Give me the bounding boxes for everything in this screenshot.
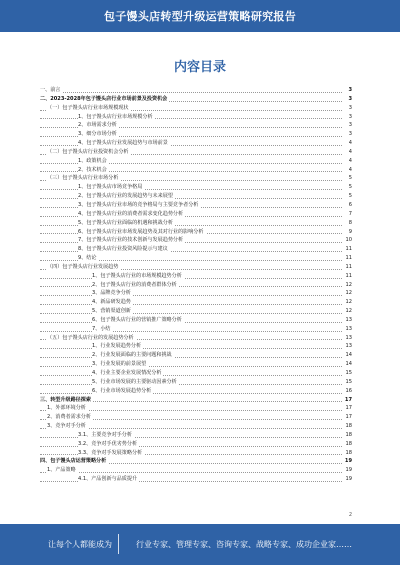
toc-entry-label: （四）包子馒头店行业发展趋势 (47, 263, 119, 270)
toc-entry-label: 3、包子馒头店行业市场的竞争格局与主要竞争者分析 (78, 201, 199, 208)
toc-entry[interactable] (40, 95, 352, 104)
toc-entry-page: 3 (348, 95, 352, 102)
toc-entry-page: 17 (344, 396, 352, 403)
toc-entry-label: 8、包子馒头店行业投资风险提示与建议 (78, 246, 168, 253)
toc-leader (40, 393, 342, 394)
footer-divider (118, 534, 119, 554)
toc-entry-page: 18 (345, 423, 352, 430)
toc-entry-page: 6 (348, 201, 352, 208)
toc-entry[interactable] (40, 166, 352, 175)
toc-entry[interactable] (40, 86, 352, 95)
toc-entry-label: 7、小结 (92, 325, 111, 332)
toc-entry[interactable] (40, 396, 352, 405)
toc-entry-label: 4、包子馒头店行业发展趋势与市场前景 (78, 140, 168, 147)
toc-entry[interactable] (40, 228, 352, 237)
toc-entry-page: 13 (345, 343, 352, 350)
toc-entry[interactable] (40, 431, 352, 440)
toc-entry-label: 一、前言 (40, 87, 61, 93)
toc-entry-page: 9 (348, 228, 352, 235)
toc-entry-label: 4、新品研发趋势 (92, 299, 131, 306)
toc-entry[interactable] (40, 113, 352, 122)
toc-entry-page: 15 (345, 370, 352, 376)
toc-entry[interactable] (40, 387, 352, 396)
toc-entry-page: 7 (348, 210, 352, 217)
toc-entry-page: 3 (348, 122, 352, 129)
toc-leader (40, 366, 342, 367)
toc-entry-page: 19 (345, 476, 352, 483)
table-of-contents (40, 86, 352, 484)
toc-entry-label: 7、包子馒头店行业的技术创新与发展趋势分析 (78, 237, 184, 244)
footer-slogan-left: 让每个人都能成为 (48, 540, 112, 549)
toc-entry[interactable] (40, 263, 352, 272)
toc-entry[interactable] (40, 210, 352, 219)
toc-entry-page: 12 (345, 290, 352, 297)
toc-entry[interactable] (40, 139, 352, 148)
toc-entry-label: 3、品牌竞争分析 (92, 290, 131, 297)
toc-leader (40, 295, 342, 296)
toc-entry-page: 11 (345, 255, 352, 262)
toc-entry-page: 14 (345, 361, 352, 368)
toc-entry-page: 10 (345, 237, 352, 244)
toc-entry-label: 3、行业发展的前景展望 (92, 361, 147, 368)
toc-entry-label: 5、行业市场发展的主要驱动因素分析 (92, 378, 177, 385)
toc-entry-label: 1、包子馒头店行业市场规模分析 (78, 113, 153, 120)
page-number: 2 (348, 512, 352, 518)
toc-leader (40, 384, 342, 385)
toc-entry-label: 4、包子馒头店行业的消费者需求变化趋势分析 (78, 210, 184, 217)
toc-entry[interactable] (40, 192, 352, 201)
toc-entry-label: 1、行业发展趋势分析 (92, 343, 142, 350)
toc-entry-page: 13 (345, 334, 352, 341)
toc-entry[interactable] (40, 413, 352, 422)
toc-entry-page: 3 (348, 104, 352, 111)
toc-entry-label: 3、竞争对手分析 (47, 423, 86, 430)
toc-entry[interactable] (40, 174, 352, 183)
toc-entry[interactable] (40, 130, 352, 139)
toc-entry-page: 15 (345, 378, 352, 385)
toc-entry-page: 3 (348, 131, 352, 138)
toc-leader (40, 375, 342, 376)
toc-entry-label: 5、营销渠道创新 (92, 308, 131, 315)
toc-entry-label: 1、包子馒头店市场竞争格局 (78, 184, 143, 191)
toc-entry-label: 3、细分市场分析 (78, 131, 117, 138)
header-bar (0, 0, 400, 32)
toc-leader (40, 357, 342, 358)
toc-leader (40, 278, 342, 279)
toc-entry-page: 5 (348, 175, 352, 182)
report-title: 包子馒头店转型升级运营策略研究报告 (103, 10, 297, 23)
toc-entry-label: 三、转型升级路径探索 (40, 396, 91, 403)
toc-entry-page: 3 (348, 113, 352, 120)
toc-entry-label: 1、产品策略 (47, 467, 76, 474)
toc-entry[interactable] (40, 440, 352, 449)
toc-entry-page: 13 (345, 316, 352, 323)
toc-entry[interactable] (40, 289, 352, 298)
toc-entry[interactable] (40, 219, 352, 228)
toc-entry-page: 18 (345, 440, 352, 447)
toc-entry-label: 1、政策机会 (78, 157, 107, 164)
toc-entry[interactable] (40, 378, 352, 387)
toc-entry-page: 18 (345, 449, 352, 456)
toc-entry[interactable] (40, 449, 352, 458)
toc-entry-page: 18 (345, 431, 352, 438)
toc-entry-label: 1、包子馒头店行业的市场规模趋势分析 (92, 272, 182, 279)
toc-entry[interactable] (40, 404, 352, 413)
toc-entry-label: 3.3、竞争对手发展策略分析 (78, 449, 143, 456)
toc-entry[interactable] (40, 307, 352, 316)
toc-leader (40, 331, 342, 332)
toc-entry-label: （三）包子馒头店行业市场分析 (47, 175, 119, 182)
toc-entry-page: 19 (344, 458, 352, 465)
toc-entry[interactable] (40, 201, 352, 210)
toc-entry-label: 2、包子馒头店行业的发展趋势与未来展望 (78, 193, 173, 200)
toc-entry-page: 4 (348, 166, 352, 173)
toc-leader (40, 286, 342, 287)
toc-leader (40, 472, 342, 473)
toc-entry-label: 3.1、主要竞争对手分析 (78, 431, 132, 438)
toc-entry-page: 4 (348, 148, 352, 155)
toc-entry[interactable] (40, 281, 352, 290)
toc-entry-page: 5 (348, 184, 352, 191)
toc-entry-page: 5 (348, 193, 352, 200)
toc-entry-label: 9、结论 (78, 255, 97, 262)
toc-leader (40, 92, 342, 93)
footer-bar (0, 524, 400, 565)
toc-entry[interactable] (40, 369, 352, 378)
toc-entry[interactable] (40, 457, 352, 466)
toc-entry[interactable] (40, 475, 352, 484)
toc-entry-page: 19 (345, 467, 352, 474)
toc-entry-label: 2、行业发展面临的主要问题和挑战 (92, 352, 172, 359)
toc-entry-page: 4 (348, 157, 352, 164)
toc-entry[interactable] (40, 422, 352, 431)
toc-entry-page: 16 (345, 387, 352, 394)
toc-entry[interactable] (40, 272, 352, 281)
toc-entry-label: 6、包子馒头店行业的营销推广策略分析 (92, 316, 182, 323)
toc-entry[interactable] (40, 148, 352, 157)
toc-entry[interactable] (40, 245, 352, 254)
toc-entry-page: 12 (345, 308, 352, 315)
toc-entry-label: 四、包子馒头店运营策略分析 (40, 458, 107, 465)
toc-entry[interactable] (40, 298, 352, 307)
toc-entry-page: 17 (345, 414, 352, 421)
toc-entry[interactable] (40, 334, 352, 343)
toc-leader (40, 348, 342, 349)
toc-entry[interactable] (40, 325, 352, 334)
toc-entry-page: 4 (348, 140, 352, 147)
footer-slogan-right: 行业专家、管理专家、咨询专家、战略专家、成功企业家…… (136, 540, 352, 549)
toc-entry-page: 11 (345, 246, 352, 253)
toc-entry-label: （二）包子馒头店行业投资机会分析 (47, 148, 129, 155)
toc-entry-label: 2、消费者需求分析 (47, 414, 91, 421)
toc-entry-label: 2、包子馒头店行业的消费者群体分析 (92, 281, 177, 288)
toc-entry-label: 6、包子馒头店行业市场发展趋势及其对行业的影响分析 (78, 228, 204, 235)
toc-heading: 内容目录 (173, 60, 226, 75)
toc-entry-label: 5、包子馒头店行业面临的机遇和挑战分析 (78, 219, 173, 226)
toc-leader (40, 313, 342, 314)
toc-entry[interactable] (40, 157, 352, 166)
toc-entry[interactable] (40, 104, 352, 113)
toc-entry-page: 11 (345, 263, 352, 270)
toc-entry[interactable] (40, 360, 352, 369)
toc-entry-label: （五）包子馒头店行业的发展趋势分析 (47, 334, 134, 341)
toc-entry-page: 8 (348, 219, 352, 226)
toc-entry-page: 14 (345, 352, 352, 359)
toc-entry-label: 4、行业主要企业发展情况分析 (92, 370, 162, 376)
toc-entry-page: 3 (348, 87, 352, 93)
toc-entry-label: 2、技术机会 (78, 166, 107, 173)
toc-entry-label: 4.1、产品创新与品质提升 (78, 476, 138, 483)
toc-entry[interactable] (40, 183, 352, 192)
toc-entry-label: 3.2、竞争对手优劣势分析 (78, 440, 138, 447)
toc-entry-page: 11 (345, 272, 352, 279)
toc-entry[interactable] (40, 316, 352, 325)
toc-entry-page: 13 (345, 325, 352, 332)
toc-entry-label: 6、行业市场发展趋势分析 (92, 387, 152, 394)
toc-entry[interactable] (40, 254, 352, 263)
toc-entry[interactable] (40, 342, 352, 351)
toc-entry[interactable] (40, 351, 352, 360)
toc-entry-label: （一）包子馒头店行业市场规模现状 (47, 104, 129, 111)
toc-entry-label: 1、外部环境分析 (47, 405, 86, 412)
toc-leader (40, 322, 342, 323)
toc-leader (40, 304, 342, 305)
toc-entry-label: 2、市场需求分析 (78, 122, 117, 129)
toc-entry[interactable] (40, 236, 352, 245)
toc-entry-page: 17 (345, 405, 352, 412)
toc-entry-label: 二、2023-2028年包子馒头店行业市场前景及投资机会 (40, 95, 168, 102)
toc-entry-page: 12 (345, 299, 352, 306)
toc-entry[interactable] (40, 466, 352, 475)
toc-entry[interactable] (40, 121, 352, 130)
toc-entry-page: 12 (345, 281, 352, 288)
